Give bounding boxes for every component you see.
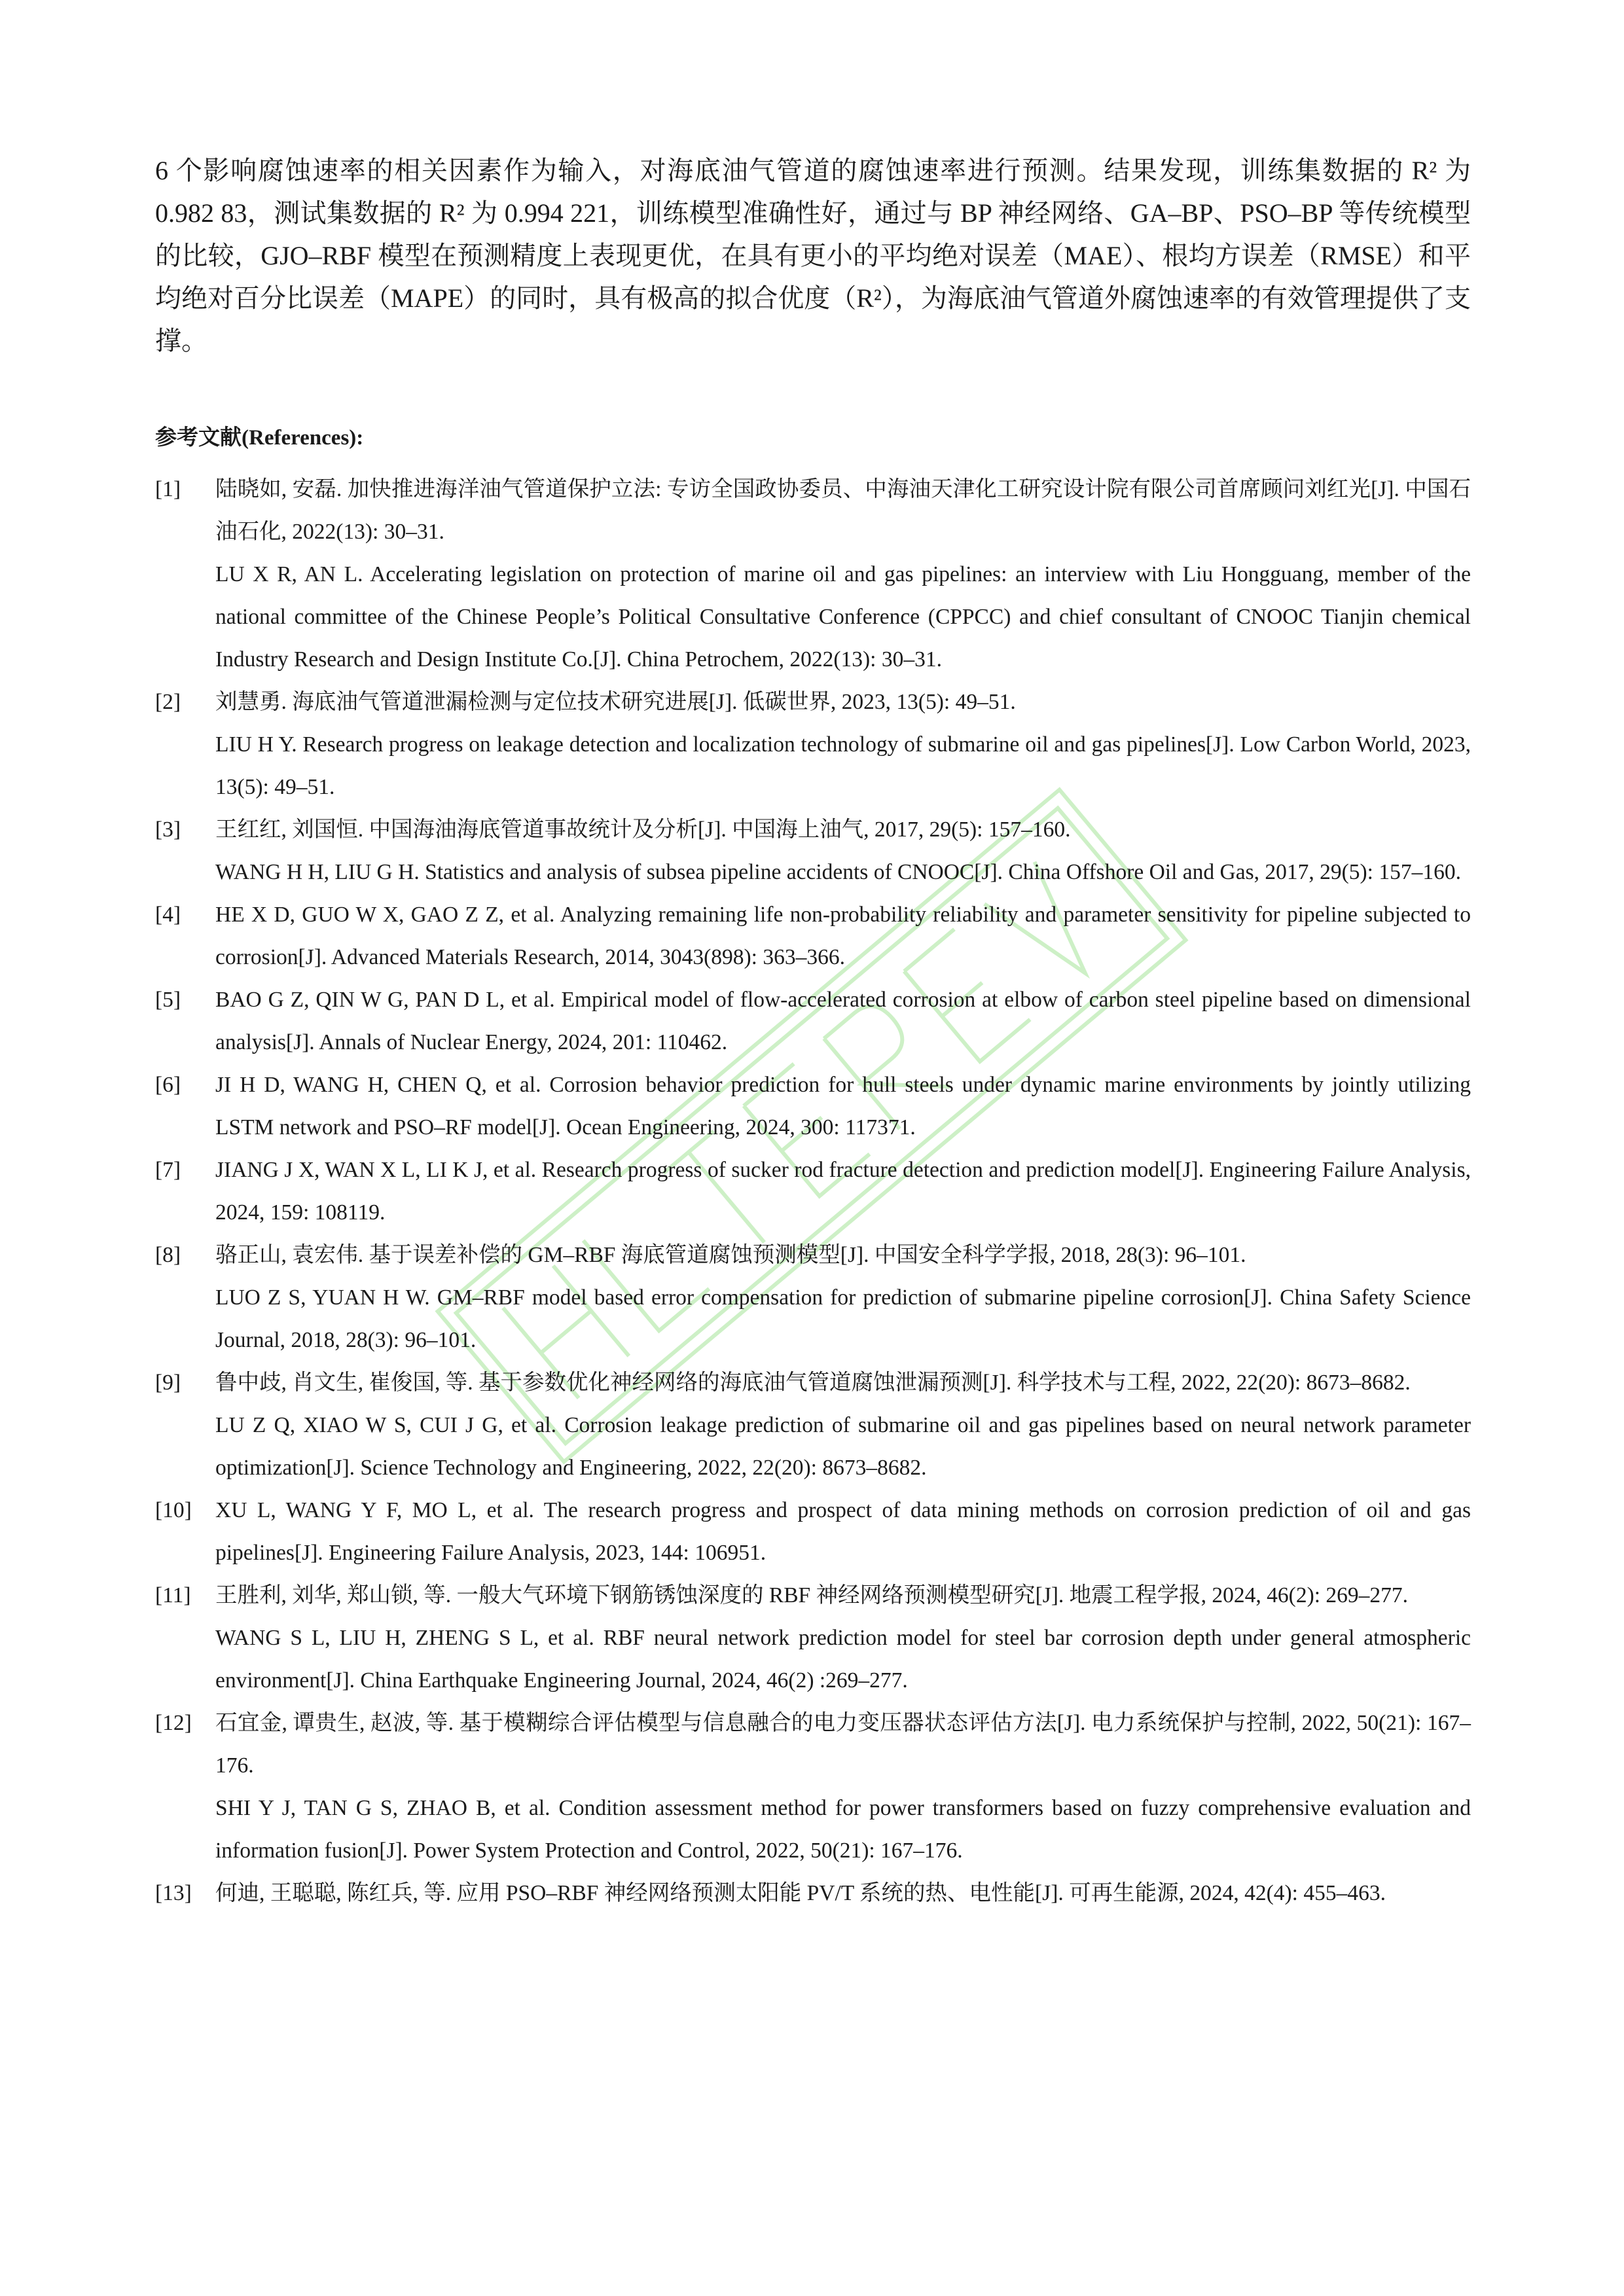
reference-number: [9] <box>155 1371 181 1395</box>
reference-number: [12] <box>155 1711 192 1735</box>
reference-number: [7] <box>155 1158 181 1182</box>
reference-chinese-citation: 鲁中歧, 肖文生, 崔俊国, 等. 基于参数优化神经网络的海底油气管道腐蚀泄漏预测[J]. 科学技术与工程, 2022, 22(20): 8673–8682. <box>215 1371 1411 1395</box>
abstract-paragraph <box>155 149 1471 362</box>
reference-list <box>155 468 1471 1914</box>
reference-item <box>155 1702 1471 1872</box>
reference-item <box>155 1234 1471 1361</box>
reference-english-citation: LUO Z S, YUAN H W. GM–RBF model based error compensation for prediction of submarine pipeline corrosion[J]. China Safety Science Journal, 2018, 28(3): 96–101. <box>215 1285 1471 1352</box>
reference-chinese-citation: 石宜金, 谭贵生, 赵波, 等. 基于模糊综合评估模型与信息融合的电力变压器状态评估方法[J]. 电力系统保护与控制, 2022, 50(21): 167–176. <box>215 1711 1471 1778</box>
references-heading: 参考文献(References): <box>155 426 364 450</box>
reference-item <box>155 1361 1471 1489</box>
reference-english-citation: LU Z Q, XIAO W S, CUI J G, et al. Corrosion leakage prediction of submarine oil and gas pipelines based on neural network parameter optimization[J]. Science Technology and Engineering, 2022, 22(20): 8673–8682. <box>215 1413 1471 1480</box>
reference-number: [10] <box>155 1498 192 1522</box>
reference-number: [5] <box>155 988 181 1012</box>
reference-english-citation: BAO G Z, QIN W G, PAN D L, et al. Empirical model of flow-accelerated corrosion at elbow of carbon steel pipeline based on dimensional analysis[J]. Annals of Nuclear Energy, 2024, 201: 110462. <box>215 988 1471 1054</box>
reference-english-citation: SHI Y J, TAN G S, ZHAO B, et al. Condition assessment method for power transformers based on fuzzy comprehensive evaluation and information fusion[J]. Power System Protection and Control, 2022, 50(21): 167–176. <box>215 1796 1471 1863</box>
reference-number: [13] <box>155 1881 192 1905</box>
reference-item <box>155 1574 1471 1702</box>
reference-item <box>155 893 1471 978</box>
reference-chinese-citation: 王胜利, 刘华, 郑山锁, 等. 一般大气环境下钢筋锈蚀深度的 RBF 神经网络预测模型研究[J]. 地震工程学报, 2024, 46(2): 269–277. <box>215 1583 1409 1607</box>
reference-english-citation: LIU H Y. Research progress on leakage detection and localization technology of submarine oil and gas pipelines[J]. Low Carbon World, 2023, 13(5): 49–51. <box>215 732 1471 799</box>
reference-english-citation: JIANG J X, WAN X L, LI K J, et al. Research progress of sucker rod fracture detection and prediction model[J]. Engineering Failure Analysis, 2024, 159: 108119. <box>215 1158 1471 1225</box>
reference-item <box>155 808 1471 893</box>
reference-item <box>155 1064 1471 1149</box>
reference-item <box>155 978 1471 1064</box>
reference-number: [2] <box>155 690 181 714</box>
reference-english-citation: XU L, WANG Y F, MO L, et al. The research progress and prospect of data mining methods on corrosion prediction of oil and gas pipelines[J]. Engineering Failure Analysis, 2023, 144: 106951. <box>215 1498 1471 1565</box>
reference-number: [8] <box>155 1243 181 1267</box>
reference-chinese-citation: 骆正山, 袁宏伟. 基于误差补偿的 GM–RBF 海底管道腐蚀预测模型[J]. 中国安全科学学报, 2018, 28(3): 96–101. <box>215 1243 1246 1267</box>
reference-number: [3] <box>155 817 181 842</box>
reference-item <box>155 1149 1471 1234</box>
reference-number: [4] <box>155 903 181 927</box>
reference-chinese-citation: 刘慧勇. 海底油气管道泄漏检测与定位技术研究进展[J]. 低碳世界, 2023, 13(5): 49–51. <box>215 690 1016 714</box>
reference-number: [1] <box>155 477 181 501</box>
reference-chinese-citation: 陆晓如, 安磊. 加快推进海洋油气管道保护立法: 专访全国政协委员、中海油天津化工研究设计院有限公司首席顾问刘红光[J]. 中国石油石化, 2022(13): 30–31. <box>215 477 1471 544</box>
reference-number: [6] <box>155 1073 181 1097</box>
reference-item <box>155 681 1471 808</box>
reference-english-citation: HE X D, GUO W X, GAO Z Z, et al. Analyzing remaining life non-probability reliability and parameter sensitivity for pipeline subjected to corrosion[J]. Advanced Materials Research, 2014, 3043(898): 363–366. <box>215 903 1471 969</box>
reference-chinese-citation: 何迪, 王聪聪, 陈红兵, 等. 应用 PSO–RBF 神经网络预测太阳能 PV/T 系统的热、电性能[J]. 可再生能源, 2024, 42(4): 455–463. <box>215 1881 1386 1905</box>
reference-chinese-citation: 王红红, 刘国恒. 中国海油海底管道事故统计及分析[J]. 中国海上油气, 2017, 29(5): 157–160. <box>215 817 1071 842</box>
abstract-text: 6 个影响腐蚀速率的相关因素作为输入，对海底油气管道的腐蚀速率进行预测。结果发现，训练集数据的 R² 为 0.982 83，测试集数据的 R² 为 0.994 221，训练模型准确性好，通过与 BP 神经网络、GA–BP、PSO–BP 等传统模型的比较，GJO–RBF 模型在预测精度上表现更优，在具有更小的平均绝对误差（MAE）、根均方误差（RMSE）和平均绝对百分比误差（MAPE）的同时，具有极高的拟合优度（R²），为海底油气管道外腐蚀速率的有效管理提供了支撑。 <box>155 156 1471 355</box>
reference-number: [11] <box>155 1583 191 1607</box>
reference-item <box>155 1872 1471 1914</box>
reference-english-citation: LU X R, AN L. Accelerating legislation on protection of marine oil and gas pipelines: an interview with Liu Hongguang, member of the national committee of the Chinese People’s Political Consultative Conference (CPPCC) and chief consultant of CNOOC Tianjin chemical Industry Research and Design Institute Co.[J]. China Petrochem, 2022(13): 30–31. <box>215 562 1471 672</box>
reference-item <box>155 468 1471 681</box>
reference-english-citation: WANG S L, LIU H, ZHENG S L, et al. RBF neural network prediction model for steel bar corrosion depth under general atmospheric environment[J]. China Earthquake Engineering Journal, 2024, 46(2) :269–277. <box>215 1626 1471 1693</box>
reference-item <box>155 1489 1471 1574</box>
reference-english-citation: WANG H H, LIU G H. Statistics and analysis of subsea pipeline accidents of CNOOC[J]. China Offshore Oil and Gas, 2017, 29(5): 157–160. <box>215 860 1461 884</box>
content-column <box>155 149 1471 1914</box>
reference-english-citation: JI H D, WANG H, CHEN Q, et al. Corrosion behavior prediction for hull steels under dynamic marine environments by jointly utilizing LSTM network and PSO–RF model[J]. Ocean Engineering, 2024, 300: 117371. <box>215 1073 1471 1139</box>
